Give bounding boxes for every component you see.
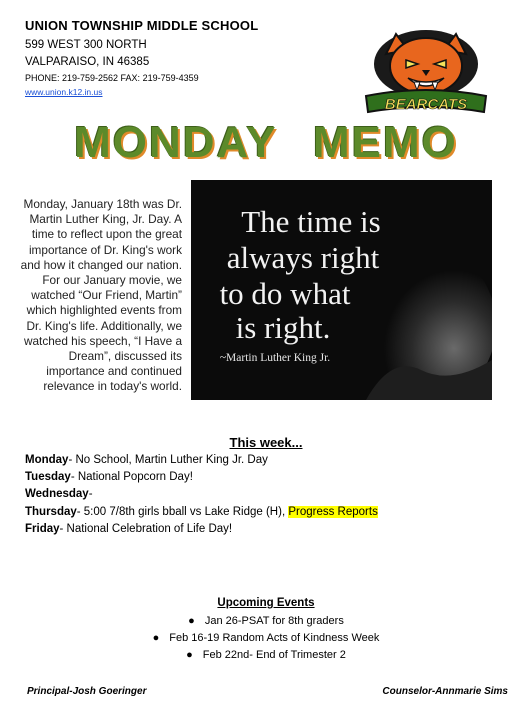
quote-line-3: to do what: [219, 276, 351, 311]
upcoming-events-list: [0, 613, 532, 664]
school-name: UNION TOWNSHIP MIDDLE SCHOOL: [25, 18, 259, 33]
logo-text: BEARCATS: [384, 96, 468, 113]
day-text: - National Celebration of Life Day!: [59, 522, 233, 535]
quote-attribution: ~Martin Luther King Jr.: [219, 352, 331, 364]
this-week-list: [25, 452, 378, 538]
bullet-icon: ●: [188, 615, 195, 627]
day-label: Tuesday: [25, 471, 71, 484]
week-row-wednesday: [25, 486, 378, 503]
page-title: MONDAY MEMO: [74, 118, 458, 167]
address-line-2: VALPARAISO, IN 46385: [25, 56, 150, 68]
day-text: - National Popcorn Day!: [70, 471, 193, 484]
mlk-quote-image: [191, 180, 492, 400]
list-item: [0, 647, 532, 664]
phone-fax: PHONE: 219-759-2562 FAX: 219-759-4359: [25, 73, 199, 83]
bearcat-mascot-icon: [356, 24, 496, 116]
week-row-tuesday: [25, 469, 378, 486]
this-week-title: This week...: [229, 435, 303, 450]
counselor-signature: Counselor-Annmarie Sims: [382, 686, 508, 697]
bullet-icon: ●: [186, 649, 193, 661]
upcoming-events-title: Upcoming Events: [217, 597, 315, 609]
event-text: Jan 26-PSAT for 8th graders: [204, 615, 344, 627]
event-text: Feb 16-19 Random Acts of Kindness Week: [169, 632, 380, 644]
quote-line-1: The time is: [241, 204, 381, 239]
highlighted-text: Progress Reports: [288, 505, 378, 518]
quote-line-2: always right: [226, 240, 380, 275]
website-link[interactable]: www.union.k12.in.us: [25, 87, 103, 97]
principal-signature: Principal-Josh Goeringer: [27, 686, 147, 697]
bullet-icon: ●: [152, 632, 160, 644]
intro-paragraph: Monday, January 18th was Dr. Martin Luther King, Jr. Day. A time to reflect upon the great importance of Dr. King's work and how it changed our nation. For our January movie, we watched “Our Friend, Martin” which highlighted events from Dr. King's life. Additionally, we watched his speech, “I Have a Dream”, discussed its importance and continued relevance in today's world.: [20, 197, 182, 394]
event-text: Feb 22nd- End of Trimester 2: [202, 649, 346, 661]
day-label: Thursday: [25, 505, 77, 518]
day-text: - No School, Martin Luther King Jr. Day: [68, 454, 268, 466]
list-item: [0, 613, 532, 630]
quote-line-4: is right.: [235, 310, 331, 345]
day-label: Wednesday: [25, 488, 89, 501]
day-text: - 5:00 7/8th girls bball vs Lake Ridge (H),: [76, 505, 289, 518]
day-label: Friday: [25, 522, 60, 535]
day-text: -: [88, 488, 93, 501]
address-line-1: 599 WEST 300 NORTH: [25, 39, 147, 51]
week-row-monday: [25, 452, 378, 469]
week-row-friday: [25, 521, 378, 538]
week-row-thursday: [25, 504, 378, 521]
day-label: Monday: [25, 454, 69, 466]
list-item: [0, 630, 532, 647]
